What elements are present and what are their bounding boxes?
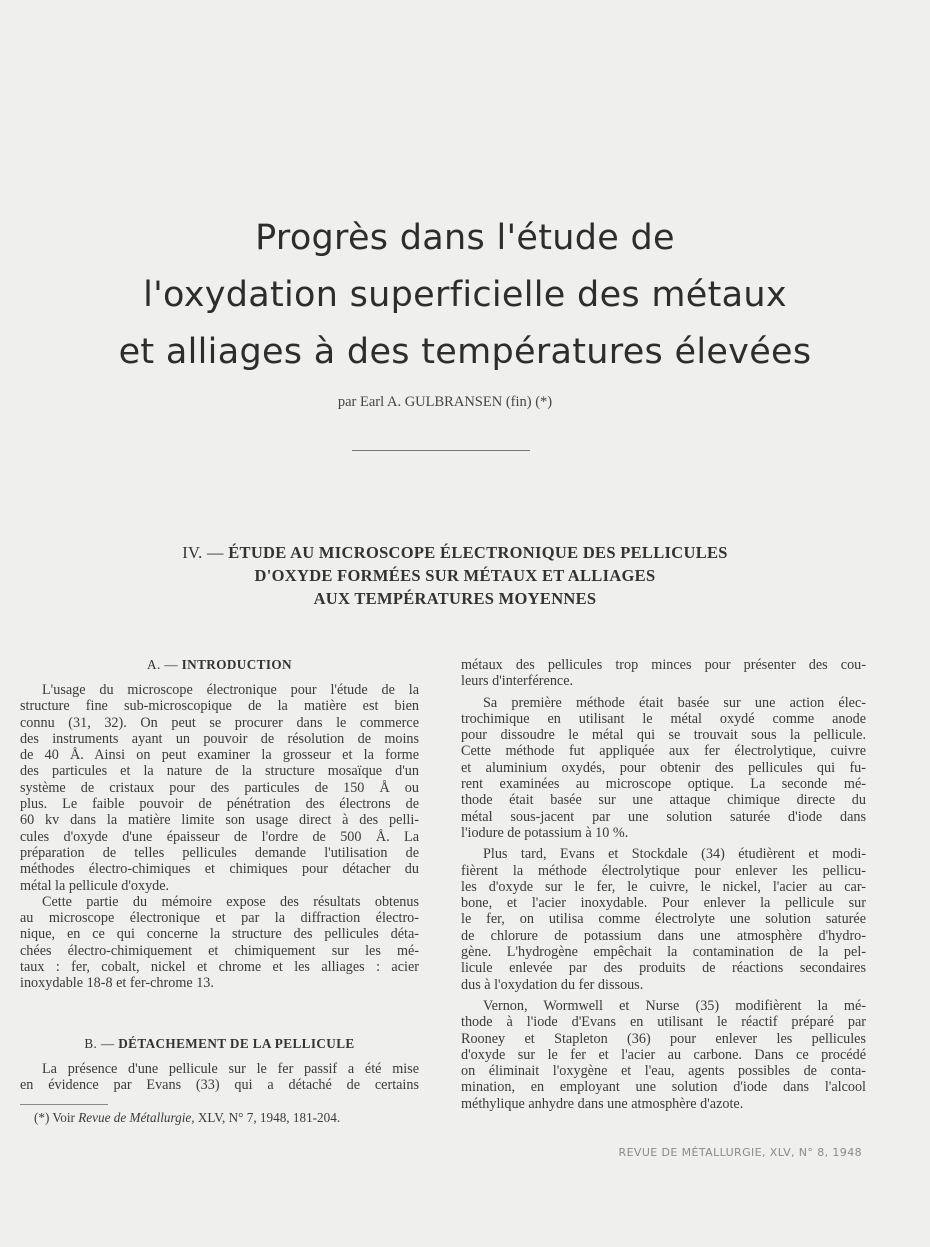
- text-line: L'usage du microscope électronique pour l'étude de la: [42, 682, 419, 698]
- text-line: les d'oxyde sur le fer, le cuivre, le nickel, l'acier au car-: [461, 878, 866, 895]
- subsection-title: INTRODUCTION: [181, 657, 292, 672]
- text-line: taux : fer, cobalt, nickel et chrome et les alliages : acier: [20, 959, 419, 976]
- paragraph: [20, 682, 419, 894]
- text-line: le fer, on utilisa comme électrolyte une solution saturée: [461, 911, 866, 928]
- text-line: de chlorure de potassium dans une atmosphère d'hydro-: [461, 927, 866, 944]
- text-line: connu (31, 32). On peut se procurer dans le commerce: [20, 714, 419, 731]
- running-footer: REVUE DE MÉTALLURGIE, XLV, N° 8, 1948: [618, 1146, 862, 1159]
- text-line: inoxydable 18-8 et fer-chrome 13.: [20, 975, 214, 992]
- text-line: d'oxyde sur le fer et l'acier au carbone. Dans ce procédé: [461, 1046, 866, 1063]
- text-line: bone, et l'acier inoxydable. Pour enlever la pellicule sur: [461, 895, 866, 912]
- text-line: cules d'oxyde d'une épaisseur de l'ordre de 500 Å. La: [20, 828, 419, 845]
- text-line: de 40 Å. Ainsi on peut examiner la grosseur et la forme: [20, 747, 419, 764]
- text-line: des instruments ayant un pouvoir de résolution de moins: [20, 730, 419, 747]
- text-line: Vernon, Wormwell et Nurse (35) modifièrent la mé-: [483, 997, 866, 1014]
- text-line: système de cristaux pour des particules de 150 Å ou: [20, 779, 419, 796]
- right-column-text: [461, 657, 866, 1112]
- text-line: plus. Le faible pouvoir de pénétration des électrons de: [20, 796, 419, 813]
- left-column-text-b: [20, 1061, 419, 1094]
- subsection-heading-b: [20, 1036, 419, 1052]
- footnote-mark: (*) Voir: [34, 1110, 75, 1125]
- left-column-text: [20, 682, 419, 992]
- paragraph: [461, 846, 866, 993]
- text-line: chées électro-chimiquement et chimiquement sur les mé-: [20, 942, 419, 959]
- section-heading: [60, 541, 850, 610]
- text-line: thode était basée sur une attaque chimique directe du: [461, 792, 866, 809]
- text-line: métaux des pellicules trop minces pour présenter des cou-: [461, 657, 866, 673]
- text-line: en évidence par Evans (33) qui a détaché de certains: [20, 1077, 419, 1094]
- paragraph: [461, 657, 866, 690]
- text-line: gène. L'hydrogène empêchait la contamination de la pel-: [461, 944, 866, 961]
- text-line: méthodes électro-chimiques et chimiques pour détacher du: [20, 861, 419, 878]
- text-line: méthylique anhydre dans une atmosphère d'azote.: [461, 1095, 744, 1112]
- paragraph: [461, 695, 866, 842]
- text-line: nique, en ce qui concerne la structure des pellicules déta-: [20, 926, 419, 943]
- text-line: Sa première méthode était basée sur une action élec-: [483, 694, 866, 711]
- section-heading-text: ÉTUDE AU MICROSCOPE ÉLECTRONIQUE DES PELLICULES: [228, 543, 728, 562]
- text-line: préparation de telles pellicules demande l'utilisation de: [20, 844, 419, 861]
- paragraph: [20, 894, 419, 992]
- subsection-heading-a: [20, 657, 419, 673]
- text-line: Plus tard, Evans et Stockdale (34) étudièrent et modi-: [483, 846, 866, 863]
- text-line: rent examinées au microscope optique. La seconde mé-: [461, 776, 866, 793]
- text-line: licule enlevée par des produits de réactions secondaires: [461, 960, 866, 977]
- text-line: structure fine sub-microscopique de la matière est bien: [20, 698, 419, 715]
- footnote-divider: [20, 1104, 108, 1105]
- text-line: Rooney et Stapleton (36) pour enlever les pellicules: [461, 1030, 866, 1047]
- subsection-letter: A. —: [147, 657, 178, 672]
- text-line: métal sous-jacent par une solution saturée d'iode dans: [461, 808, 866, 825]
- text-line: et aluminium oxydés, pour obtenir des pellicules qui fu-: [461, 759, 866, 776]
- article-title: [40, 210, 890, 381]
- text-line: fièrent la méthode électrolytique pour enlever les pellicu-: [461, 862, 866, 879]
- section-heading-line: [60, 541, 850, 564]
- footnote-reference: XLV, N° 7, 1948, 181-204.: [197, 1110, 341, 1125]
- text-line: leurs d'interférence.: [461, 673, 574, 690]
- footnote: [34, 1110, 340, 1126]
- footnote-journal: Revue de Métallurgie,: [78, 1110, 195, 1125]
- text-line: l'iodure de potassium à 10 %.: [461, 824, 629, 841]
- section-heading-line: AUX TEMPÉRATURES MOYENNES: [313, 589, 597, 608]
- text-line: dus à l'oxydation du fer dissous.: [461, 976, 644, 993]
- text-line: mination, en employant une solution d'iode dans l'alcool: [461, 1079, 866, 1096]
- text-line: trochimique en utilisant le métal oxydé comme anode: [461, 710, 866, 727]
- text-line: Cette méthode fut appliquée aux fer électrolytique, cuivre: [461, 743, 866, 760]
- text-line: on éliminait l'oxygène et l'eau, agents possibles de conta-: [461, 1063, 866, 1080]
- title-line: l'oxydation superficielle des métaux: [143, 275, 787, 315]
- section-heading-line: D'OXYDE FORMÉES SUR MÉTAUX ET ALLIAGES: [254, 566, 656, 585]
- title-divider: [352, 450, 530, 451]
- text-line: 60 kv dans la matière limite son usage direct à des pelli-: [20, 812, 419, 829]
- paragraph: [461, 998, 866, 1112]
- text-line: Cette partie du mémoire expose des résultats obtenus: [42, 893, 419, 910]
- section-number: IV. —: [182, 543, 224, 562]
- subsection-title: DÉTACHEMENT DE LA PELLICULE: [118, 1036, 355, 1051]
- text-line: La présence d'une pellicule sur le fer passif a été mise: [42, 1061, 419, 1077]
- text-line: au microscope électronique et par la diffraction électro-: [20, 910, 419, 927]
- title-line: Progrès dans l'étude de: [255, 218, 675, 258]
- text-line: pour dissoudre le métal qui se trouvait sous la pellicule.: [461, 727, 866, 744]
- text-line: des particules et la nature de la structure mosaïque d'un: [20, 763, 419, 780]
- text-line: thode à l'iode d'Evans en utilisant le réactif préparé par: [461, 1014, 866, 1031]
- subsection-letter: B. —: [84, 1036, 115, 1051]
- text-line: métal la pellicule d'oxyde.: [20, 877, 170, 894]
- paragraph: [20, 1061, 419, 1094]
- title-line: et alliages à des températures élevées: [118, 332, 812, 372]
- author-byline: par Earl A. GULBRANSEN (fin) (*): [337, 394, 553, 410]
